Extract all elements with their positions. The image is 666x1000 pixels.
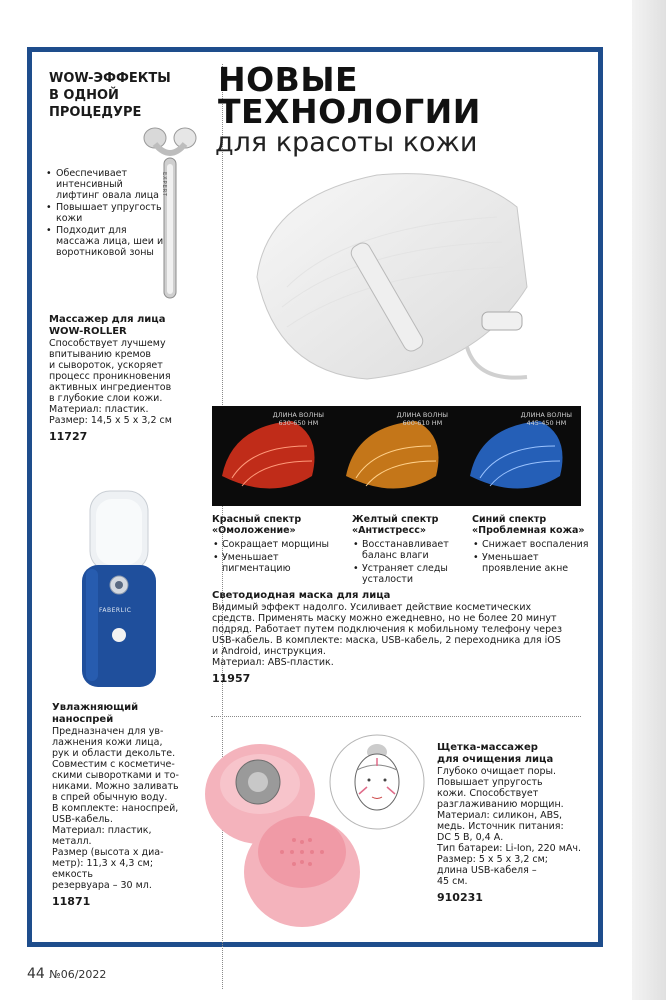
product-title-line: Щетка-массажер — [437, 742, 538, 753]
page-title — [218, 60, 481, 131]
product-title: Светодиодная маска для лица — [212, 590, 391, 601]
wave-label-line: ДЛИНА ВОЛНЫ — [396, 411, 448, 419]
desc-line: лажнения кожи лица, — [52, 737, 163, 748]
adjacent-page-edge — [632, 0, 666, 1000]
desc-line: USB-кабель. — [52, 814, 113, 825]
product-code: 11871 — [52, 895, 91, 908]
promo-heading-line: WOW-ЭФФЕКТЫ — [49, 71, 171, 86]
page-footer — [27, 966, 106, 982]
spectrum-benefits — [212, 539, 337, 574]
spectrum-title — [472, 514, 590, 536]
desc-line: Материал: силикон, ABS, — [437, 810, 563, 821]
desc-line: Размер: 14,5 x 5 x 3,2 см — [49, 415, 172, 426]
list-item: • Восстанавливает баланс влаги — [352, 539, 472, 561]
roller-product-block — [49, 314, 204, 443]
spectrum-title-line: «Антистресс» — [352, 525, 426, 536]
desc-line: Предназначен для ув- — [52, 726, 164, 737]
desc-line: скими сыворотками и то- — [52, 770, 179, 781]
wave-range: 630-650 НМ — [278, 419, 319, 427]
list-item: • Обеспечивает интенсивный лифтинг овала лица — [44, 168, 164, 201]
wave-label — [273, 411, 324, 427]
desc-line: Совместим с косметиче- — [52, 759, 175, 770]
desc-line: DC 5 В, 0,4 А. — [437, 832, 504, 843]
face-massage-diagram-icon — [327, 732, 427, 832]
desc-line: Размер: 5 x 5 x 3,2 см; — [437, 854, 548, 865]
spectrum-title — [212, 514, 337, 536]
section-divider — [211, 716, 581, 717]
desc-line: Повышает упругость — [437, 777, 543, 788]
nanospray-image — [72, 489, 167, 694]
desc-line: медь. Источник питания: — [437, 821, 564, 832]
desc-line: USB-кабель. В комплекте: маска, USB-кабель, 2 переходника для iOS — [212, 635, 561, 646]
product-title — [437, 742, 587, 766]
desc-line: в глубокие слои кожи. — [49, 393, 163, 404]
spectrum-title-line: Синий спектр — [472, 514, 547, 525]
wave-range: 600-610 НМ — [402, 419, 443, 427]
spectrum-title-line: «Проблемная кожа» — [472, 525, 585, 536]
page-subtitle: для красоты кожи — [215, 127, 478, 158]
promo-heading-line: В ОДНОЙ — [49, 88, 119, 103]
product-description — [437, 766, 587, 887]
led-mask-product-block — [212, 590, 592, 685]
product-description — [52, 726, 212, 891]
product-title — [49, 314, 204, 338]
spectrum-title-line: Красный спектр — [212, 514, 302, 525]
desc-line: процесс проникновения — [49, 371, 171, 382]
desc-line: никами. Можно заливать — [52, 781, 179, 792]
desc-line: разглаживанию морщин. — [437, 799, 564, 810]
spectrum-benefits — [472, 539, 590, 574]
wave-label — [521, 411, 572, 427]
desc-line: В комплекте: наноспрей, — [52, 803, 179, 814]
desc-line: Способствует лучшему — [49, 338, 166, 349]
list-item: • Уменьшает проявление акне — [472, 552, 590, 574]
desc-line: и сывороток, ускоряет — [49, 360, 163, 371]
desc-line: впитыванию кремов — [49, 349, 152, 360]
product-description — [212, 602, 592, 668]
product-title-line: наноспрей — [52, 714, 114, 725]
brush-product-block — [437, 742, 587, 904]
list-item: • Повышает упругость кожи — [44, 202, 164, 224]
page-title-line: ТЕХНОЛОГИИ — [218, 92, 481, 131]
wave-label — [397, 411, 448, 427]
roller-brand-text: EXPERT — [161, 172, 167, 197]
list-item: • Уменьшает пигментацию — [212, 552, 337, 574]
page-title-line: НОВЫЕ — [218, 60, 359, 99]
desc-line: кожи. Способствует — [437, 788, 539, 799]
wave-range: 445-450 НМ — [526, 419, 567, 427]
spectrum-strip — [212, 406, 581, 506]
product-code: 11957 — [212, 672, 251, 685]
product-title-line: Массажер для лица — [49, 314, 166, 325]
page-frame — [27, 47, 603, 947]
desc-line: метр): 11,3 х 4,3 см; — [52, 858, 154, 869]
desc-line: активных ингредиентов — [49, 382, 172, 393]
spectrum-info-red — [212, 514, 337, 576]
product-description — [49, 338, 204, 426]
list-item: • Подходит для массажа лица, шеи и воротниковой зоны — [44, 225, 164, 258]
wow-roller-image — [140, 124, 200, 304]
list-item: • Снижает воспаления — [472, 539, 590, 550]
wave-label-line: ДЛИНА ВОЛНЫ — [520, 411, 572, 419]
desc-line: резервуара – 30 мл. — [52, 880, 152, 891]
desc-line: и Android, инструкция. — [212, 646, 326, 657]
spectrum-info-yellow — [352, 514, 472, 587]
desc-line: средств. Применять маску можно ежедневно, но не более 20 минут — [212, 613, 557, 624]
wave-label-line: ДЛИНА ВОЛНЫ — [272, 411, 324, 419]
desc-line: Тип батареи: Li-Ion, 220 мАч. — [437, 843, 581, 854]
spectrum-panel-yellow — [336, 406, 456, 506]
desc-line: Видимый эффект надолго. Усиливает действие косметических — [212, 602, 532, 613]
desc-line: металл. — [52, 836, 92, 847]
desc-line: в спрей обычную воду. — [52, 792, 168, 803]
desc-line: Материал: пластик, — [52, 825, 152, 836]
product-title — [52, 702, 212, 726]
led-mask-image — [227, 167, 547, 392]
desc-line: Глубоко очищает поры. — [437, 766, 557, 777]
spectrum-title-line: «Омоложение» — [212, 525, 296, 536]
desc-line: подряд. Работает путем подключения к мобильному телефону через — [212, 624, 563, 635]
desc-line: 45 см. — [437, 876, 468, 887]
promo-heading — [49, 70, 171, 121]
product-title-line: Увлажняющий — [52, 702, 139, 713]
desc-line: длина USB-кабеля – — [437, 865, 537, 876]
spectrum-benefits — [352, 539, 472, 585]
issue-number: №06/2022 — [49, 968, 107, 981]
desc-line: Размер (высота х диа- — [52, 847, 164, 858]
spectrum-info-blue — [472, 514, 590, 576]
product-code: 910231 — [437, 891, 483, 904]
page-number: 44 — [27, 966, 45, 982]
product-code: 11727 — [49, 430, 88, 443]
list-item: • Сокращает морщины — [212, 539, 337, 550]
desc-line: емкость — [52, 869, 93, 880]
product-title-line: WOW-ROLLER — [49, 326, 127, 337]
spectrum-panel-red — [212, 406, 332, 506]
promo-heading-line: ПРОЦЕДУРЕ — [49, 105, 142, 120]
spectrum-title-line: Желтый спектр — [352, 514, 439, 525]
desc-line: Материал: ABS-пластик. — [212, 657, 334, 668]
product-title-line: для очищения лица — [437, 754, 554, 765]
spray-brand-text: FABERLIC — [99, 607, 132, 614]
spectrum-panel-blue — [460, 406, 580, 506]
spectrum-title — [352, 514, 472, 536]
desc-line: Материал: пластик. — [49, 404, 149, 415]
desc-line: рук и области декольте. — [52, 748, 176, 759]
nanospray-product-block — [52, 702, 212, 908]
list-item: • Устраняет следы усталости — [352, 563, 472, 585]
